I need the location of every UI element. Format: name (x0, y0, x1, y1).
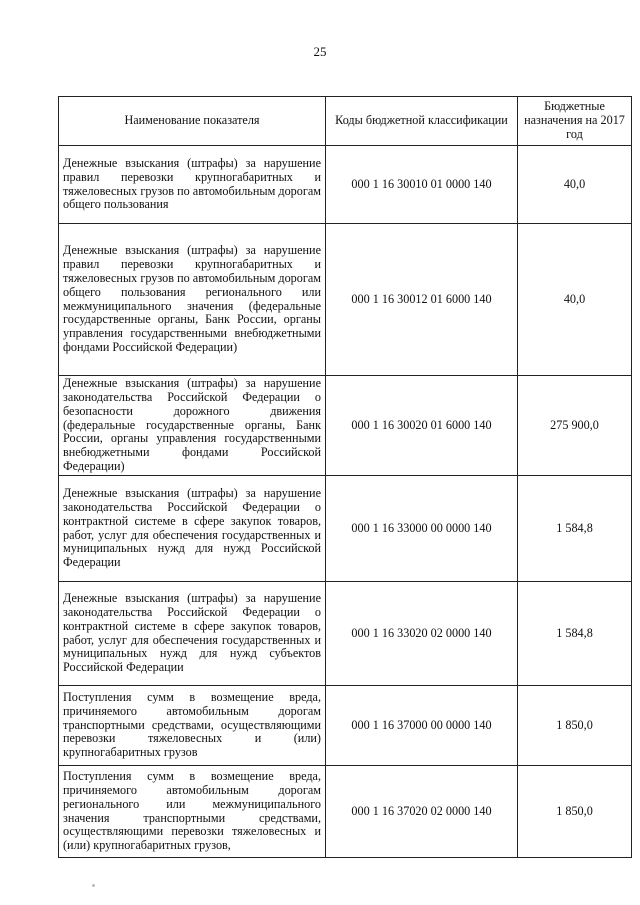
table-row (59, 476, 632, 582)
row-code: 000 1 16 33000 00 0000 140 (326, 476, 518, 582)
row-amount: 275 900,0 (518, 376, 632, 476)
page-number: 25 (313, 44, 327, 59)
row-amount: 40,0 (518, 224, 632, 376)
row-code: 000 1 16 30020 01 6000 140 (326, 376, 518, 476)
row-amount: 1 850,0 (518, 686, 632, 766)
row-amount: 1 850,0 (518, 766, 632, 858)
table-header (59, 97, 632, 146)
row-amount: 1 584,8 (518, 582, 632, 686)
row-code: 000 1 16 37020 02 0000 140 (326, 766, 518, 858)
header-row (59, 97, 632, 146)
row-name: Поступления сумм в возмещение вреда, причиняемого автомобильным дорогам регионального или межмуниципального значения транспортными средствами, осуществляющими перевозки тяжеловесных и (или) крупногабаритных грузов, (59, 766, 326, 858)
row-code: 000 1 16 37000 00 0000 140 (326, 686, 518, 766)
row-name: Денежные взыскания (штрафы) за нарушение правил перевозки крупногабаритных и тяжеловесных грузов по автомобильным дорогам общего пользования регионального или межмуниципального значения (федеральные государственные органы, Банк России, органы управления государственными внебюджетными фондами Российской Федерации) (59, 224, 326, 376)
table-row (59, 582, 632, 686)
row-name: Денежные взыскания (штрафы) за нарушение законодательства Российской Федерации о безопасности дорожного движения (федеральные государственные органы, Банк России, органы управления государственными внебюджетными фондами Российской Федерации) (59, 376, 326, 476)
header-name: Наименование показателя (59, 97, 326, 146)
row-code: 000 1 16 30012 01 6000 140 (326, 224, 518, 376)
header-amount: Бюджетные назначения на 2017 год (518, 97, 632, 146)
row-name: Денежные взыскания (штрафы) за нарушение законодательства Российской Федерации о контрактной системе в сфере закупок товаров, работ, услуг для обеспечения государственных и муниципальных нужд для нужд субъектов Российской Федерации (59, 582, 326, 686)
table-row (59, 686, 632, 766)
table-row (59, 376, 632, 476)
table-row (59, 766, 632, 858)
row-name: Денежные взыскания (штрафы) за нарушение законодательства Российской Федерации о контрактной системе в сфере закупок товаров, работ, услуг для обеспечения государственных и муниципальных нужд для нужд Российской Федерации (59, 476, 326, 582)
row-amount: 40,0 (518, 146, 632, 224)
row-name: Денежные взыскания (штрафы) за нарушение правил перевозки крупногабаритных и тяжеловесных грузов по автомобильным дорогам общего пользования (59, 146, 326, 224)
table-row (59, 146, 632, 224)
scan-speck (92, 884, 95, 887)
row-name: Поступления сумм в возмещение вреда, причиняемого автомобильным дорогам транспортными средствами, осуществляющими перевозки тяжеловесных и (или) крупногабаритных грузов (59, 686, 326, 766)
table-body (59, 146, 632, 858)
header-code: Коды бюджетной классификации (326, 97, 518, 146)
table-row (59, 224, 632, 376)
row-code: 000 1 16 33020 02 0000 140 (326, 582, 518, 686)
row-code: 000 1 16 30010 01 0000 140 (326, 146, 518, 224)
budget-table (58, 96, 632, 858)
row-amount: 1 584,8 (518, 476, 632, 582)
